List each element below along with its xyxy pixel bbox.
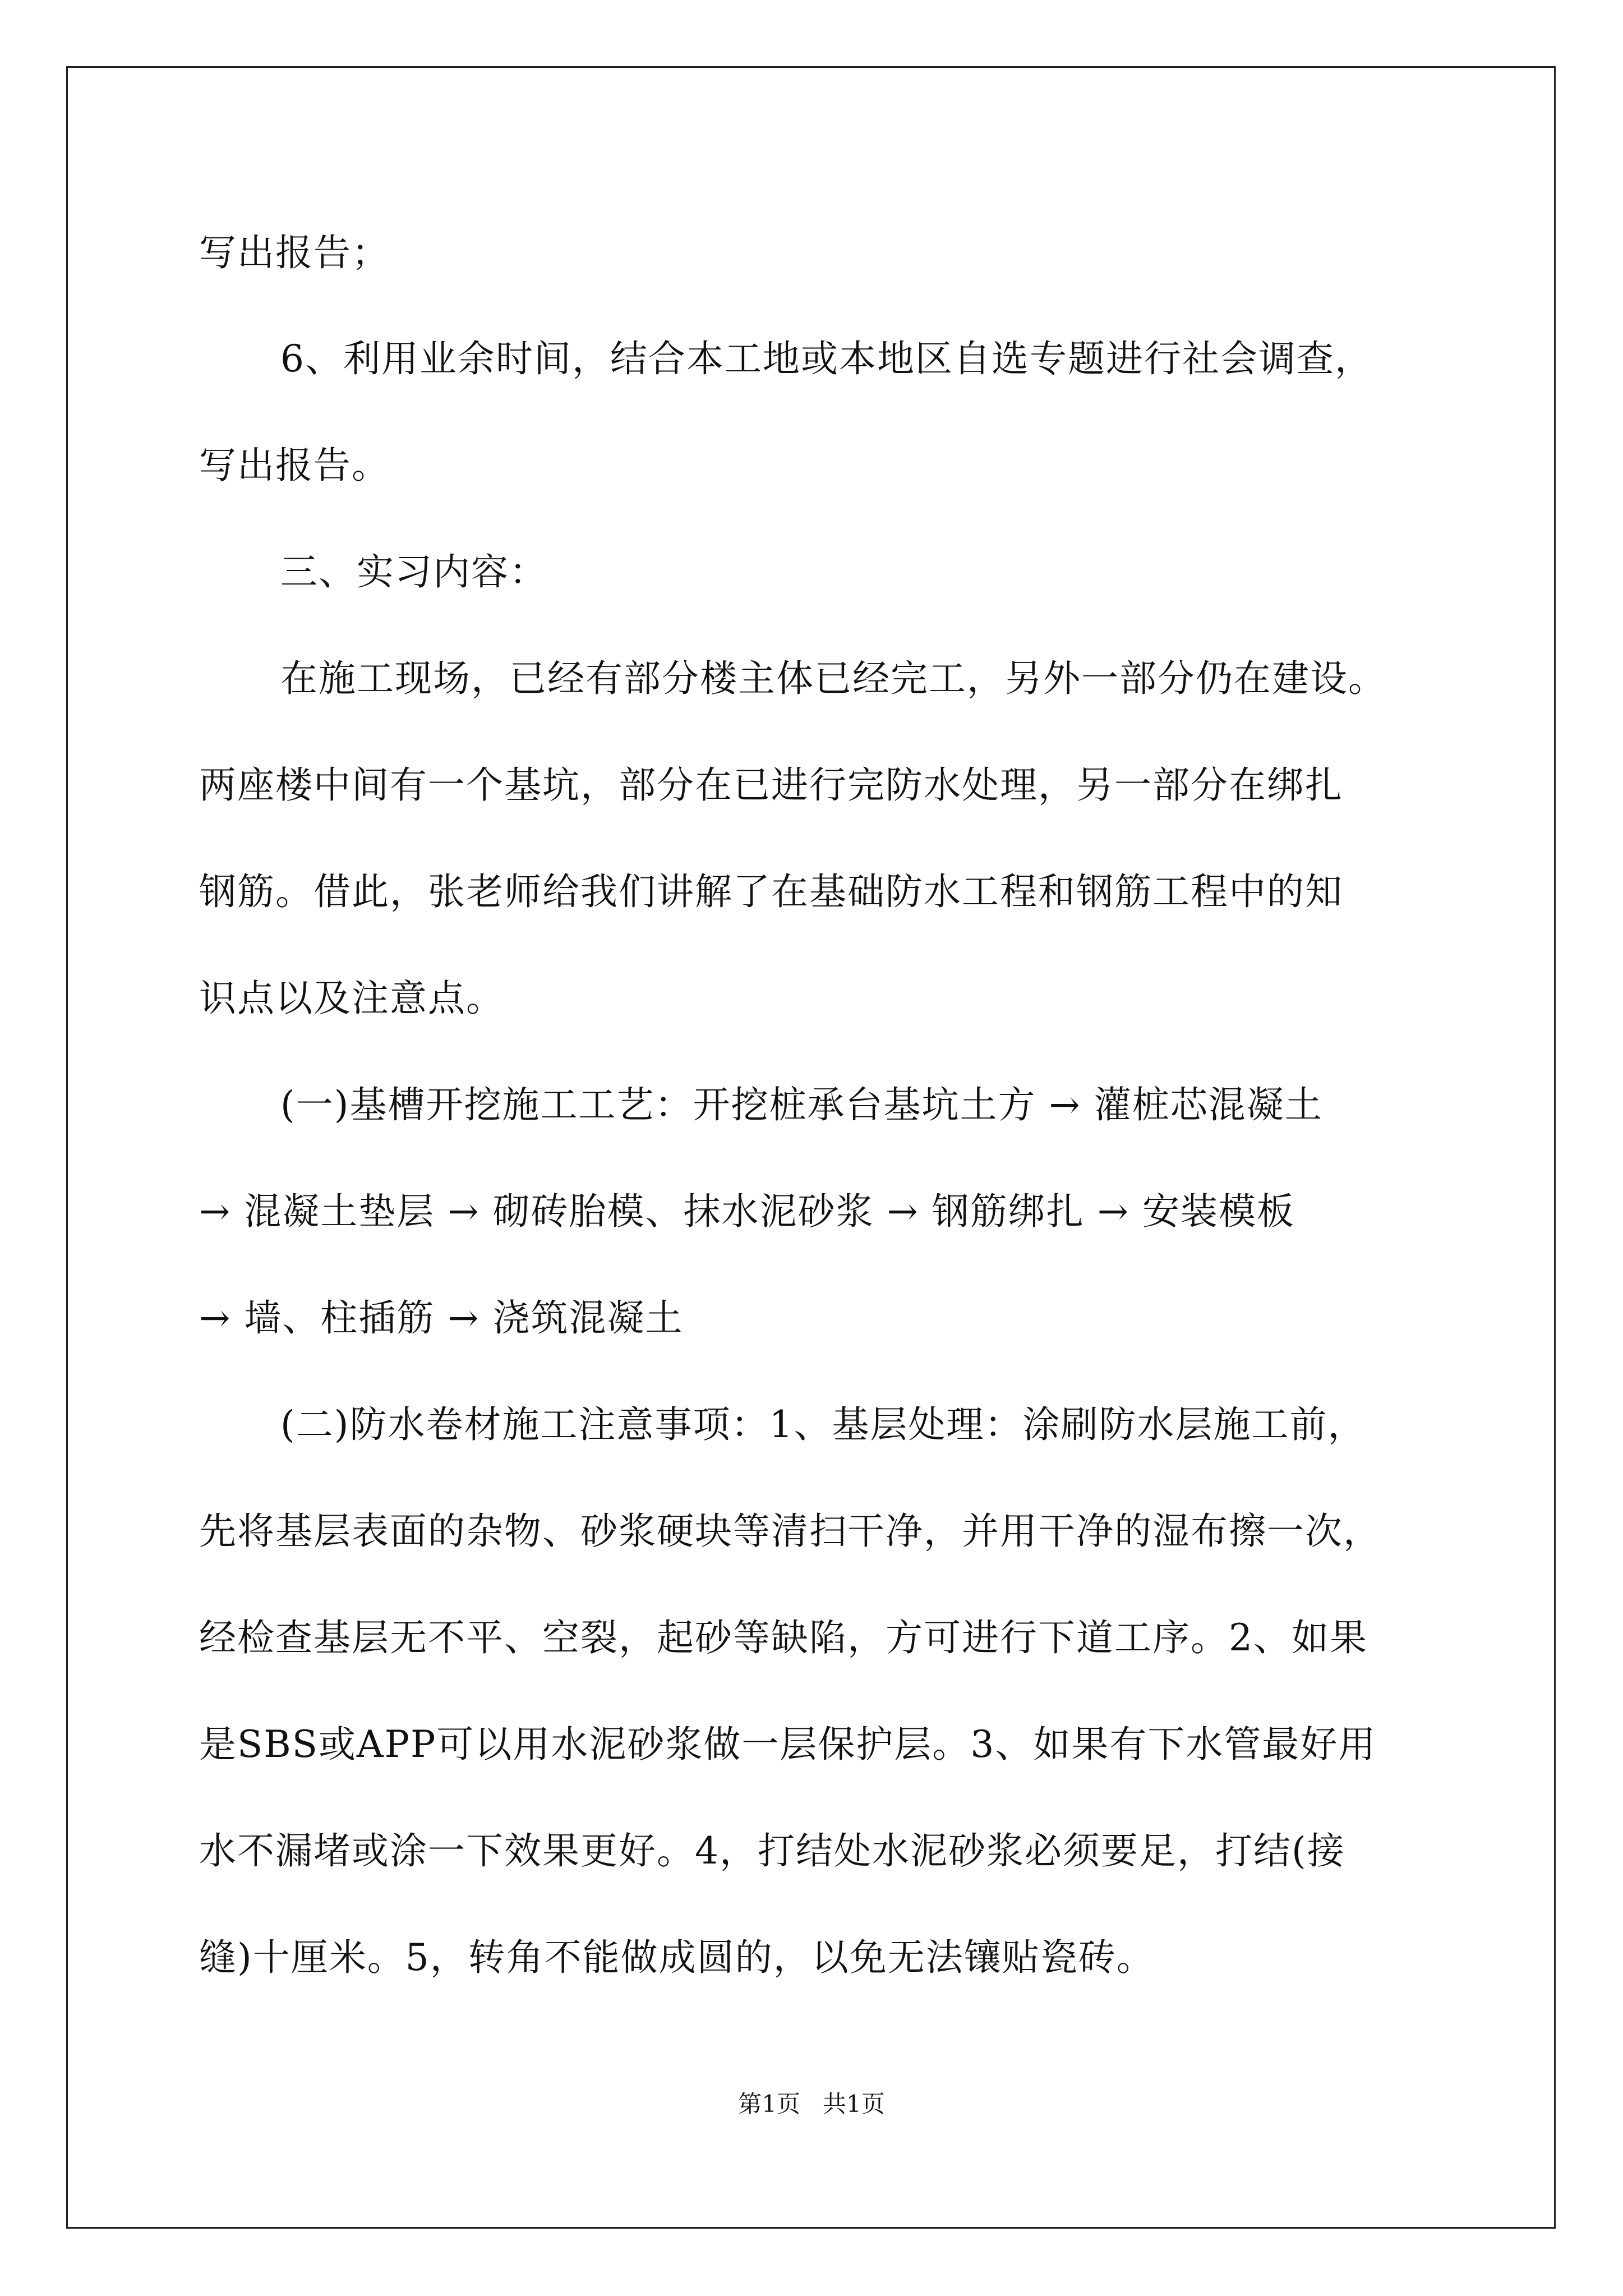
text-line: 钢筋。借此，张老师给我们讲解了在基础防水工程和钢筋工程中的知	[199, 870, 1343, 913]
section-heading: 三、实习内容：	[280, 550, 547, 593]
text-line: 识点以及注意点。	[199, 977, 504, 1020]
text-line: → 墙、柱插筋 → 浇筑混凝土	[199, 1296, 684, 1340]
text-line: (一)基槽开挖施工工艺：开挖桩承台基坑土方 → 灌桩芯混凝土	[280, 1083, 1323, 1126]
text-line: 两座楼中间有一个基坑，部分在已进行完防水处理，另一部分在绑扎	[199, 763, 1343, 807]
text-line: 水不漏堵或涂一下效果更好。4，打结处水泥砂浆必须要足，打结(接	[199, 1829, 1345, 1872]
text-line: 缝)十厘米。5，转角不能做成圆的，以免无法镶贴瓷砖。	[199, 1936, 1155, 1979]
text-line: 先将基层表面的杂物、砂浆硬块等清扫干净，并用干净的湿布擦一次，	[199, 1510, 1381, 1553]
text-line: 在施工现场，已经有部分楼主体已经完工，另外一部分仍在建设。	[280, 657, 1386, 700]
text-line: (二)防水卷材施工注意事项：1、基层处理：涂刷防水层施工前，	[280, 1403, 1366, 1446]
page-border	[66, 66, 1556, 2229]
text-line: 是SBS或APP可以用水泥砂浆做一层保护层。3、如果有下水管最好用	[199, 1723, 1377, 1766]
text-line: 6、利用业余时间，结合本工地或本地区自选专题进行社会调查，	[280, 337, 1373, 380]
page-footer: 第1页 共1页	[738, 2090, 885, 2118]
text-line: 写出报告。	[199, 444, 390, 487]
text-line: 写出报告；	[199, 231, 390, 274]
text-line: → 混凝土垫层 → 砌砖胎模、抹水泥砂浆 → 钢筋绑扎 → 安装模板	[199, 1190, 1295, 1233]
text-line: 经检查基层无不平、空裂，起砂等缺陷，方可进行下道工序。2、如果	[199, 1616, 1368, 1659]
